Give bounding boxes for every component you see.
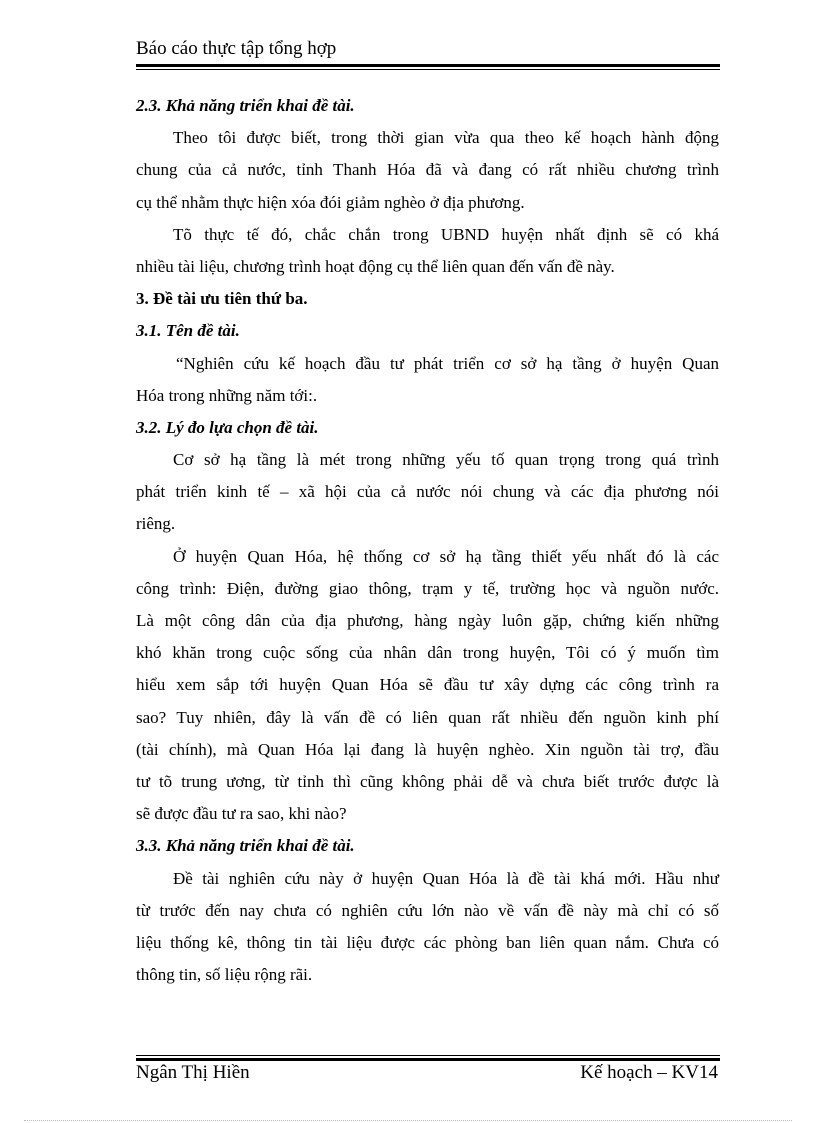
paragraph-line: thông tin, số liệu rộng rãi. bbox=[136, 965, 313, 985]
paragraph-line: riêng. bbox=[136, 514, 176, 534]
paragraph-line: công trình: Điện, đường giao thông, trạm y tế, trường học và nguồn nước. bbox=[136, 578, 719, 598]
heading-2-3: 2.3. Khả năng triển khai đề tài. bbox=[136, 96, 355, 115]
header-title: Báo cáo thực tập tổng hợp bbox=[136, 38, 337, 59]
paragraph-line: khó khăn trong cuộc sống của nhân dân trong huyện, Tôi có ý muốn tìm bbox=[136, 643, 719, 663]
paragraph-line: chung của cả nước, tỉnh Thanh Hóa đã và đang có rất nhiều chương trình bbox=[136, 160, 719, 180]
paragraph-line: sao? Tuy nhiên, đây là vấn đề có liên quan rất nhiều đến nguồn kinh phí bbox=[136, 707, 719, 727]
document-body bbox=[136, 90, 719, 991]
heading-3-1: 3.1. Tên đề tài. bbox=[136, 321, 240, 341]
paragraph-line: Cơ sở hạ tầng là mét trong những yếu tố quan trọng trong quá trình bbox=[173, 450, 719, 470]
paragraph-line: (tài chính), mà Quan Hóa lại đang là huyện nghèo. Xin nguồn tài trợ, đầu bbox=[136, 739, 719, 759]
page-edge-divider bbox=[24, 1120, 792, 1121]
paragraph-line: Đề tài nghiên cứu này ở huyện Quan Hóa là đề tài khá mới. Hầu như bbox=[173, 868, 719, 888]
footer-rule-thin bbox=[136, 1055, 720, 1056]
paragraph-line: Là một công dân của địa phương, hàng ngày luôn gặp, chứng kiến những bbox=[136, 611, 719, 630]
paragraph-line: từ trước đến nay chưa có nghiên cứu lớn nào về vấn đề này mà chỉ có số bbox=[136, 900, 719, 920]
paragraph-line: nhiều tài liệu, chương trình hoạt động cụ thể liên quan đến vấn đề này. bbox=[136, 256, 615, 276]
header-rule-thin bbox=[136, 69, 720, 70]
paragraph-line: sẽ được đầu tư ra sao, khi nào? bbox=[136, 804, 347, 824]
paragraph-line: tư tõ trung ương, từ tỉnh thì cũng không phải dễ và chưa biết trước được là bbox=[136, 771, 719, 791]
heading-3-2: 3.2. Lý đo lựa chọn đề tài. bbox=[136, 417, 319, 437]
paragraph-line: liệu thống kê, thông tin tài liệu được các phòng ban liên quan nắm. Chưa có bbox=[136, 932, 719, 952]
footer-rule-thick bbox=[136, 1058, 720, 1061]
heading-3-3: 3.3. Khả năng triển khai đề tài. bbox=[136, 836, 355, 856]
paragraph-line: cụ thể nhằm thực hiện xóa đói giảm nghèo ở địa phương. bbox=[136, 192, 525, 212]
paragraph-line: “Nghiên cứu kế hoạch đầu tư phát triển cơ sở hạ tầng ở huyện Quan bbox=[176, 353, 719, 373]
footer-author: Ngân Thị Hiền bbox=[136, 1062, 250, 1083]
paragraph-line: phát triển kinh tế – xã hội của cả nước nói chung và các địa phương nói bbox=[136, 482, 719, 502]
paragraph-line: Tõ thực tế đó, chắc chắn trong UBND huyện nhất định sẽ có khá bbox=[173, 224, 719, 244]
header-rule-thick bbox=[136, 64, 720, 67]
footer-class: Kế hoạch – KV14 bbox=[580, 1062, 718, 1083]
paragraph-line: hiểu xem sắp tới huyện Quan Hóa sẽ đầu tư xây dựng các công trình ra bbox=[136, 675, 719, 695]
heading-3: 3. Đề tài ưu tiên thứ ba. bbox=[136, 289, 308, 309]
paragraph-line: Ở huyện Quan Hóa, hệ thống cơ sở hạ tầng thiết yếu nhất đó là các bbox=[173, 546, 719, 566]
paragraph-line: Hóa trong những năm tới:. bbox=[136, 385, 318, 405]
paragraph-line: Theo tôi được biết, trong thời gian vừa qua theo kế hoạch hành động bbox=[173, 128, 719, 148]
